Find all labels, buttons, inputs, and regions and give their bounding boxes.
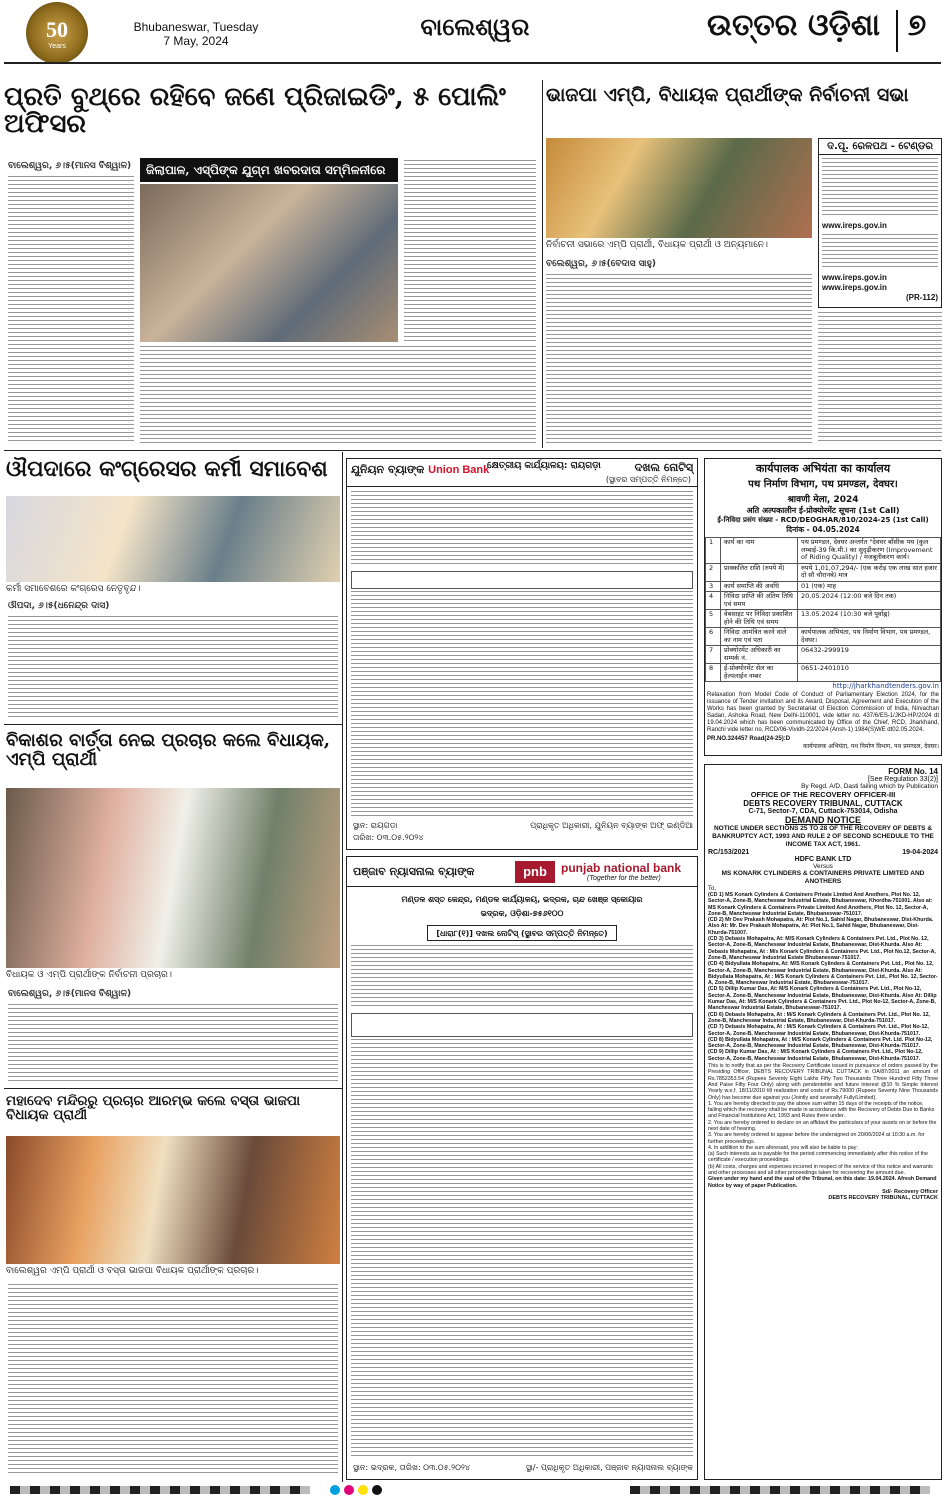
mahadev-caption: ବାଲେଶ୍ୱର ଏମ୍‌ପି ପ୍ରାର୍ଥୀ ଓ ବସ୍ତା ଭାଜପା ବିଧାୟକ ପ୍ରାର୍ଥୀଙ୍କ ପ୍ରଚାର। — [6, 1266, 259, 1276]
drt-point: 2. You are hereby ordered to declare on an affidavit the particulars of your assets on or before the next date of hearing. — [708, 1119, 937, 1132]
page-title: ଉତ୍ତର ଓଡ଼ିଶା — [706, 8, 880, 43]
road-dept-row — [706, 610, 941, 628]
road-dept-row — [706, 563, 941, 581]
road-dept-row-no: 1 — [706, 538, 721, 564]
dateline-city: Bhubaneswar, Tuesday — [133, 20, 259, 34]
congress-headline: ଔପଦାରେ କଂଗ୍ରେସର କର୍ମୀ ସମାବେଶ — [6, 456, 328, 482]
drt-body: This is to notify that as per the Recovery Certificate issued in pursuance of orders passed by the Presiding Officer, DEBTS RECOVERY TRIBUNAL CUTTACK in OA/87/2011 an amount of Rs.7852353.54 (Rupees Seventy Eight Lakhs Fifty Two Thousands Three Hundred Fifty Three And Paise Fifty Four Only) along with pendentelite and future interest @10 % Simple Interest Yearly w.e.f. 18/11/2010 till realization and costs of Rs.79000 (Rupees Seventy Nine Thousands Only) has become due against you (Jointly and severally/ Fully/Limited). — [708, 1063, 938, 1101]
road-dept-event: श्रावणी मेला, 2024 — [787, 495, 859, 505]
booth-text-left — [8, 176, 134, 444]
bjp-rally-text — [546, 274, 812, 446]
drt-sign-2: DEBTS RECOVERY TRIBUNAL, CUTTACK — [828, 1194, 938, 1201]
drt-rc-date: 19-04-2024 — [902, 849, 938, 856]
development-headline: ବିକାଶର ବାର୍ତ୍ତା ନେଇ ପ୍ରଚାର କଲେ ବିଧାୟକ, ଏମ୍‌ପି ପ୍ରାର୍ଥୀ — [6, 730, 331, 770]
road-dept-row — [706, 592, 941, 610]
drt-party-2: MS KONARK CYLINDERS & CONTAINERS PRIVATE LIMITED AND ANOTHERS — [721, 870, 925, 885]
congress-caption: କର୍ମୀ ସମାବେଶରେ କଂଗ୍ରେସ ନେତୃବୃନ୍ଦ। — [6, 584, 141, 594]
drt-title: DEMAND NOTICE — [785, 815, 861, 825]
road-dept-row-no: 8 — [706, 664, 721, 682]
bjp-rally-headline: ଭାଜପା ଏମ୍‌ପି, ବିଧାୟକ ପ୍ରାର୍ଥୀଙ୍କ ନିର୍ବାଚନୀ ସଭା — [546, 84, 909, 106]
road-dept-row-no: 3 — [706, 581, 721, 592]
union-bank-office: କ୍ଷେତ୍ରୀୟ କାର୍ଯ୍ୟାଳୟ: ରାୟଗଡ଼ା — [487, 461, 601, 471]
union-bank-notice-title: ଦଖଲ ନୋଟିସ୍ — [634, 461, 693, 474]
drt-rc: RC/153/2021 — [708, 849, 750, 856]
road-dept-row-no: 7 — [706, 646, 721, 664]
road-dept-row-value: पथ प्रमण्डल, देवघर अन्तर्गत "देवघर बाँसीक पथ (कुल लम्बाई-39 कि.मी.) का सुदृढ़ीकरण (Improvement of Riding Quality) / मजबूतीकरण कार्य। — [798, 538, 941, 564]
booth-dateline: ବାଲେଶ୍ୱର, ୬।୫(ମାନସ ବିଶ୍ୱାଳ) — [8, 161, 132, 171]
anniversary-badge — [26, 2, 88, 64]
road-dept-row — [706, 581, 941, 592]
drt-points — [708, 1101, 938, 1177]
pnb-footer-sign: ସ୍ଥା/- ପ୍ରାଧିକୃତ ଅଧିକାରୀ, ପଞ୍ଜାବ ନ୍ୟାସନାଲ ବ୍ୟାଙ୍କ — [525, 1463, 693, 1472]
mahadev-photo — [6, 1136, 340, 1264]
pnb-logo — [515, 861, 555, 883]
pnb-notice-title: [ଧାରା୮(୧)] ଦଖଲ ନୋଟିସ୍ (ସ୍ଥାବର ସମ୍ପତ୍ତି ନିମନ୍ତେ) — [436, 929, 608, 938]
drt-sign-1: Sd/- Recovery Officer — [882, 1188, 938, 1195]
road-dept-row-no: 4 — [706, 592, 721, 610]
drt-defendants — [708, 892, 938, 1062]
union-bank-notice — [346, 458, 698, 850]
road-dept-row-no: 2 — [706, 563, 721, 581]
road-dept-date: दिनांक - 04.05.2024 — [786, 525, 860, 534]
road-dept-relaxation: Relaxation from Model Code of Conduct of Parliamentary Election 2024, for the issuance of Tender invitation and its Award, Disposal, Agreement and Execution of the Works has been granted by Secretariat of Election Commission of India, Nirvachan Sadan, Ashoka Road, New Delhi-110001, vide letter no. 437/6/ES-1/JKD-HP/2024 dt 19.04.2024 which has been communicated by Office of the Chief, RCD, Jharkhand, Ranchi vide letter no. RCD/06-Vividh-22/2024 (Ansh-1) 1984(S)WE dt02.05.2024. — [707, 692, 939, 733]
union-bank-date: ତାରିଖ: ୦୩.୦୫.୨୦୨୪ — [353, 833, 424, 842]
railway-site-2[interactable]: www.ireps.gov.in — [822, 273, 887, 282]
congress-text — [8, 616, 338, 720]
union-bank-notice-sub: (ସ୍ଥାବର ସମ୍ପତ୍ତି ନିମନ୍ତେ) — [605, 475, 691, 484]
road-dept-header-1: कार्यपालक अभियंता का कार्यालय — [755, 462, 891, 475]
road-dept-row-value: 20.05.2024 (12:00 बजे दिन तक) — [798, 592, 941, 610]
pnb-tagline: (Together for the better) — [587, 875, 661, 882]
section-name: ବାଲେଶ୍ୱର — [420, 12, 530, 41]
booth-caption: ଜିଲାପାଳ, ଏସ୍‌ପିଙ୍କ ଯୁଗ୍ମ ଖବରଦାତା ସମ୍ମିଳନୀରେ — [146, 163, 386, 177]
road-dept-row-label: निविदा प्राप्ति की अंतिम तिथि एवं समय — [721, 592, 798, 610]
road-dept-row-label: निविदा आमंत्रित करने वाले का नाम एवं पता — [721, 628, 798, 646]
badge-number: 50 — [46, 17, 68, 42]
bjp-rally-photo — [546, 138, 812, 238]
drt-regulation: [See Regulation 33(2)] — [867, 776, 938, 783]
development-text — [8, 1004, 338, 1082]
road-dept-row-label: कार्य समाप्ति की अवधि — [721, 581, 798, 592]
railway-pr-code: (PR-112) — [905, 293, 938, 302]
road-dept-row-value: 06432-299919 — [798, 646, 941, 664]
railway-tender-title: ଦ.ପୂ. ରେଳପଥ - ଟେଣ୍ଡର — [819, 139, 941, 155]
road-dept-row-no: 5 — [706, 610, 721, 628]
drt-defendant: (CD 8) Bidyullata Mohapatra, At : M/S Konark Cylinders & Containers Pvt. Ltd. Plot No-12, Sector-A, Zone-B, Mancheswar Industrial Estate, Bhubaneswar, Dist-Khurda-751017. — [708, 1036, 933, 1050]
road-dept-row — [706, 538, 941, 564]
drt-defendant: (CD 6) Debasis Mohapatra, At : M/S Konark Cylinders & Containers Pvt. Ltd., Plot No. 12, Zone-B, Mancheswar Industrial Estate, Bhubaneswar, Dist-Khurda-751017. — [708, 1011, 931, 1024]
pnb-office-2: ଭଦ୍ରକ, ଓଡ଼ିଶା-୭୫୬୧୦୦ — [480, 909, 564, 918]
road-dept-row-value: 13.05.2024 (10:30 बजे पूर्वाह्न) — [798, 610, 941, 628]
pnb-brand-en: punjab national bank — [561, 861, 682, 875]
dateline — [116, 20, 276, 50]
road-dept-row-value: 0651-2401010 — [798, 664, 941, 682]
pnb-notice-title-bar — [427, 925, 617, 941]
drt-defendant: (CD 5) Dillip Kumar Das, At: M/S Konark Cylinders & Containers Pvt. Ltd., Plot No-12, Sector-A, Zone-B, Mancheswar Industrial Estate, Bhubaneswar, Dist-Khurda. Also At: Dillip Kumar Das, At: M/S Konark Cylinders & Containers Pvt. Ltd., Plot No-12, Sector-A, Zone-B, Mancheswar Industrial Estate, Bhubaneswar-751017. — [708, 986, 937, 1012]
drt-defendant: (CD 1) MS Konark Cylinders & Containers Private Limited And Anothers, Plot No. 12, Sector-A, Zone-B, Mancheswar Industrial Estate, Bhubaneswar, Khordha-751001. Also at: MS Konark Cylinders & Containers Private Limited And Anothers, Plot No. 12, Sector-A, Zone-B, Mancheswar Industrial Estate, Bhubaneswar-751017. — [708, 892, 933, 917]
pnb-office: ମଣ୍ଡଳ ଶସ୍ତ କେନ୍ଦ୍ର, ମଣ୍ଡଳ କାର୍ଯ୍ୟାଳୟ, ଭଦ୍ରକ, ଚାନ୍ଦ ଖେଞ୍ଜ ସ୍କୋୟାର — [401, 895, 643, 904]
booth-text-bottom — [140, 346, 536, 446]
road-dept-row-label: प्रोक्योरमेंट अधिकारी का सम्पर्क नं. — [721, 646, 798, 664]
road-dept-row — [706, 664, 941, 682]
road-dept-row-label: वेबसाइट पर निविदा प्रकाशित होने की तिथि एवं समय — [721, 610, 798, 628]
road-dept-header-2: पथ निर्माण विभाग, पथ प्रमण्डल, देवघर। — [748, 479, 898, 490]
congress-photo — [6, 496, 340, 582]
drt-defendant: (CD 4) Bidyullata Mohapatra, At: M/S Konark Cylinders & Containers Pvt. Ltd., Plot No. 12, Sector-A, Zone-B, Mancheswar Industrial Estate, Bhubaneswar, Dist-Khurda. Also At: Bidyullata Mohapatra, At : M/S Konark Cylinders & Containers Pvt. Ltd., Plot No. 12, Sector-A, Zone-B, Mancheswar Industrial Estate, Bhubaneswar-751017. — [708, 961, 938, 987]
page-number: ୭ — [896, 10, 936, 52]
booth-headline: ପ୍ରତି ବୁଥ୍‌ରେ ରହିବେ ଜଣେ ପ୍ରିଜାଇଡିଂ, ୫ ପୋଲିଂ ଅଫିସର — [4, 82, 506, 140]
road-dept-row — [706, 646, 941, 664]
pnb-notice — [346, 856, 698, 1480]
mahadev-text — [8, 1284, 338, 1474]
drt-point: 1. You are hereby directed to pay the above sum within 15 days of the receipts of the notice, failing which the recovery shall be made in accordance with the Recovery of Debts Due to Banks and Financial Institutions Act, 1993 and Rules there under. — [708, 1100, 935, 1120]
drt-address: C-71, Sector-7, CDA, Cuttack-753014, Odisha — [748, 808, 898, 815]
railway-tender-ad — [818, 138, 942, 308]
union-bank-brand-en: Union Bank — [428, 464, 490, 476]
road-dept-row-label: प्राक्कलित राशि (रुपये में) — [721, 563, 798, 581]
drt-given: Given under my hand and the seal of the Tribunal, on this date: 19.04.2024. Afresh Demand Notice by way of paper Publication. — [708, 1176, 937, 1189]
drt-demand-notice — [704, 764, 942, 1480]
drt-to: To, — [708, 886, 717, 892]
drt-tribunal: DEBTS RECOVERY TRIBUNAL, CUTTACK — [743, 799, 903, 808]
drt-defendant: (CD 3) Debasis Mohapatra, At: M/S Konark Cylinders & Containers Pvt. Ltd., Plot No. 12, Sector-A, Zone-B, Mancheswar Industrial Estate, Bhubaneswar, Dist-Khurda. Also At: Debasis Mohapatra, At : M/s Konark Cylinders & Containers Pvt. Ltd., Plot No.12, Sector-A, Zone-B, Mancheswar Industrial Estate Bhubaneswar-751017. — [708, 936, 936, 961]
drt-point: 3. You are hereby ordered to appear before the undersigned on 20/06/2024 at 10:30 a.m. for further proceedings. — [708, 1132, 925, 1145]
masthead — [0, 0, 945, 66]
drt-versus: Versus — [813, 863, 833, 870]
booth-caption-bar — [140, 158, 398, 182]
road-dept-pr: PR.NO.324457 Road(24-25):D — [707, 736, 791, 742]
drt-form-no: FORM No. 14 — [888, 767, 938, 776]
development-dateline: ବାଲେଶ୍ୱର, ୬।୫(ମାନସ ବିଶ୍ୱାଳ) — [8, 989, 132, 999]
drt-defendant: (CD 7) Debasis Mohapatra, At : M/S Konark Cylinders & Containers Pvt. Ltd., Plot No-12, Sector-A, Zone-B, Mancheswar Industrial Estate, Bhubaneswar, Dist-Khurda-751017. — [708, 1024, 929, 1037]
union-bank-logo — [351, 463, 489, 477]
drt-party-1: HDFC BANK LTD — [794, 856, 852, 863]
mahadev-headline: ମହାଦେବ ମନ୍ଦିରରୁ ପ୍ରଚାର ଆରମ୍ଭ କଲେ ବସ୍ତା ଭାଜପା ବିଧାୟକ ପ୍ରାର୍ଥୀ — [6, 1093, 301, 1124]
road-dept-row — [706, 628, 941, 646]
dateline-date: 7 May, 2024 — [163, 34, 229, 48]
union-bank-signatory: ପ୍ରାଧିକୃତ ଅଧିକାରୀ, ଯୁନିୟନ ବ୍ୟାଙ୍କ ଅଫ୍ ଇଣ୍ଡିଆ — [530, 821, 693, 830]
drt-point: (b) All costs, charges and expenses incurred in respect of the service of this notice and warrants and other processes and all other proceedings taken for recovering the amount due. — [708, 1163, 933, 1177]
bjp-rally-dateline: ବଲେଶ୍ୱର, ୬।୫(ବେଦାସ ସାହୁ) — [546, 259, 656, 269]
road-dept-row-value: रुपये 1,01,07,294/- (एक करोड़ एक लाख सात हजार दो सौ चौरानबे) मात्र — [798, 563, 941, 581]
badge-sub: Years — [48, 43, 66, 50]
road-dept-row-label: ई-प्रोक्योरमेंट सेल का हेल्पलाईन नम्बर — [721, 664, 798, 682]
drt-by: By Regd. A/D, Dasti failing which by Publication — [801, 783, 938, 790]
railway-site-1[interactable]: www.ireps.gov.in — [822, 221, 887, 230]
road-dept-row-value: 01 (एक) माह — [798, 581, 941, 592]
registration-strip — [0, 1484, 945, 1497]
road-dept-ref: ई-निविदा प्रसंग संख्या - RCD/DEOGHAR/810/2024-25 (1st Call) — [717, 516, 929, 524]
bjp-rally-caption: ନିର୍ବାଚନୀ ସଭାରେ ଏମ୍‌ପି ପ୍ରାର୍ଥୀ, ବିଧାୟକ ପ୍ରାର୍ଥୀ ଓ ଅନ୍ୟମାନେ। — [546, 240, 768, 250]
road-dept-table — [705, 537, 941, 682]
road-dept-notice-title: अति अल्पकालीन ई-प्रोक्योरमेंट सूचना (1st Call) — [746, 506, 900, 515]
pnb-brand: ପଞ୍ଜାବ ନ୍ୟାସନାଲ ବ୍ୟାଙ୍କ — [353, 865, 475, 878]
union-bank-place: ସ୍ଥାନ: ରାୟଗଡ଼ା — [353, 821, 398, 830]
road-dept-sign: कार्यपालक अभियंता, पथ निर्माण विभाग, पथ प्रमण्डल, देवघर। — [803, 743, 939, 750]
development-caption: ବିଧାୟକ ଓ ଏମ୍‌ପି ପ୍ରାର୍ଥୀଙ୍କ ନିର୍ବାଚନୀ ପ୍ରଚାର। — [6, 970, 172, 980]
railway-side-text — [818, 312, 942, 442]
pnb-footer-place: ସ୍ଥାନ: ଭଦ୍ରକ, ତାରିଖ: ୦୩.୦୫.୨୦୨୪ — [353, 1463, 471, 1472]
road-dept-tender — [704, 458, 942, 756]
drt-point: 4. In addition to the sum aforesaid, you will also be liable to pay: — [708, 1144, 858, 1151]
congress-dateline: ଔପଦା, ୬।୫(ଧନେନ୍ଦ୍ର ଦାସ) — [8, 601, 110, 611]
drt-office: OFFICE OF THE RECOVERY OFFICER-III — [750, 790, 896, 799]
drt-point: (a) Such interests as is payable for the period commencing immediately after this notice of the certificate / execution proceedings. — [708, 1151, 928, 1164]
road-dept-website[interactable]: http://jharkhandtenders.gov.in — [832, 682, 939, 690]
drt-subtitle: NOTICE UNDER SECTIONS 25 TO 28 OF THE RECOVERY OF DEBTS & BANKRUPTCY ACT, 1993 AND RULE 2 OF SECOND SCHEDULE TO THE INCOME TAX ACT, 1961. — [712, 825, 934, 848]
pnb-logo-text: pnb — [523, 864, 547, 879]
railway-site-3[interactable]: www.ireps.gov.in — [822, 283, 887, 292]
union-bank-brand: ଯୁନିୟନ ବ୍ୟାଙ୍କ — [351, 463, 425, 476]
development-photo — [6, 788, 340, 968]
drt-defendant: (CD 9) Dillip Kumar Das, At : M/S Konark Cylinders & Containers Pvt. Ltd., Plot No-12, Sector-A, Zone-B, Mancheswar Industrial Estate, Bhubaneswar, Dist-Khurda-751017. — [708, 1049, 923, 1062]
drt-defendant: (CD 2) Mr Dev Prakash Mohapatra, At: Plot No.1, Sahid Nagar, Bhubaneswar, Dist-Khurda. Also At: Mr. Dev Prakash Mohapatra, At: Plot No.1, Sahid Nagar, Bhubaneswar, Dist-Khurda-751007. — [708, 917, 934, 936]
road-dept-row-no: 6 — [706, 628, 721, 646]
booth-photo — [140, 184, 398, 342]
road-dept-row-label: कार्य का नाम — [721, 538, 798, 564]
booth-text-right — [404, 160, 536, 342]
road-dept-row-value: कार्यपालक अभियंता, पथ निर्माण विभाग, पथ प्रमण्डल, देवघर। — [798, 628, 941, 646]
